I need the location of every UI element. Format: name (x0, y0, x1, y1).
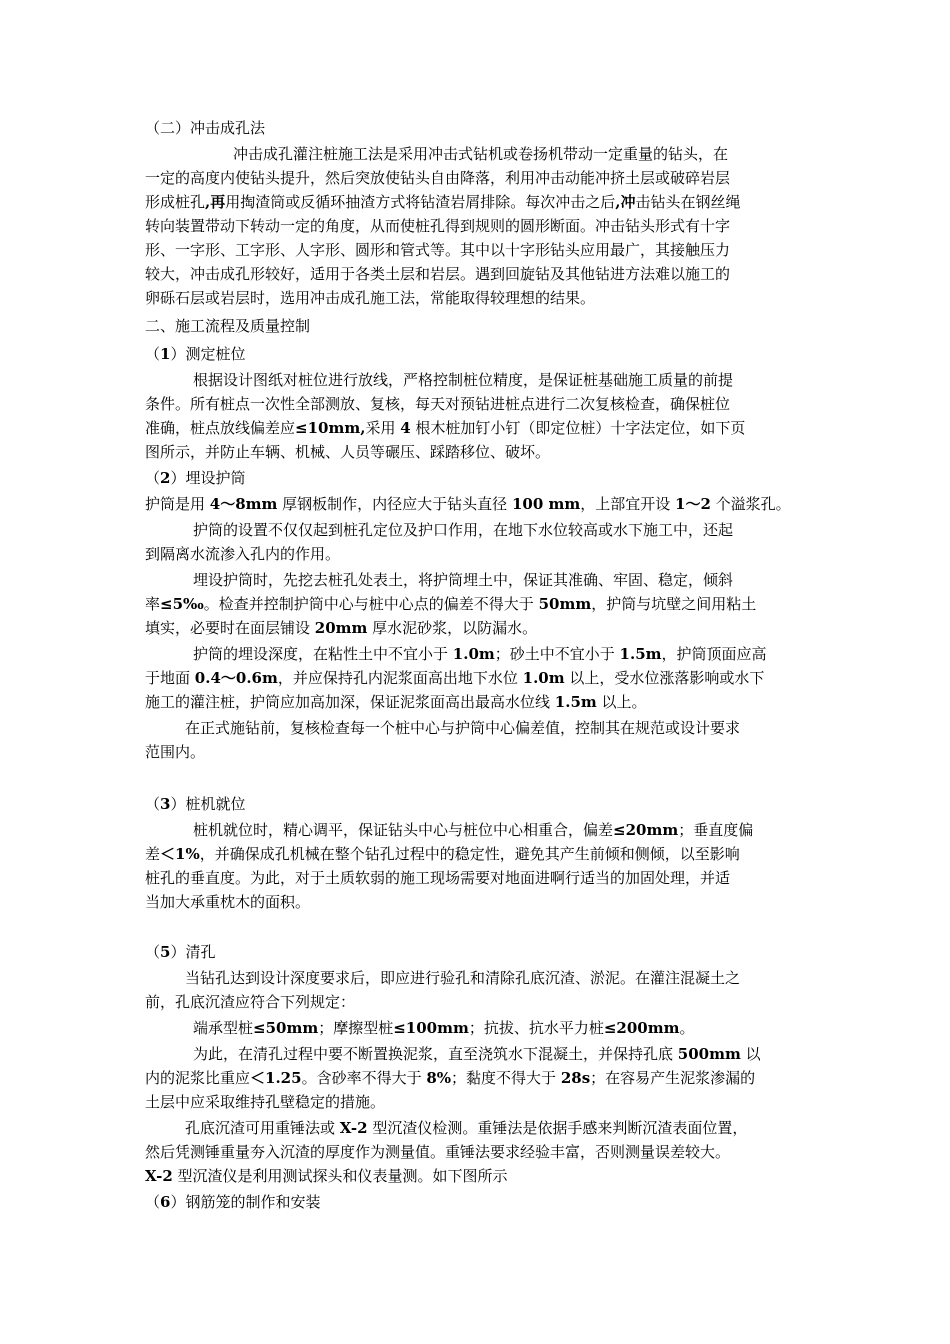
bold-run: 1.0m (522, 669, 565, 687)
text-line (145, 966, 810, 990)
text-run: ；垂直度偏 (678, 821, 754, 839)
text-run: ）测定桩位 (170, 345, 246, 363)
text-run: ，护筒顶面应高 (661, 645, 767, 663)
text-run: 卵砾石层或岩层时，选用冲击成孔施工法，常能取得较理想的结果。 (145, 289, 596, 307)
text-run: 护筒的设置不仅仅起到桩孔定位及护口作用，在地下水位较高或水下施工中，还起 (193, 521, 734, 539)
bold-run: 8% (426, 1069, 452, 1087)
bold-run: 100 mm (511, 495, 581, 513)
text-run: ）桩机就位 (170, 795, 246, 813)
text-run: 到隔离水流渗入孔内的作用。 (145, 545, 341, 563)
text-run: 以上。 (596, 693, 647, 711)
text-run: 端承型桩 (193, 1019, 254, 1037)
bold-run: 3 (160, 795, 171, 813)
bold-run: 6 (160, 1193, 171, 1211)
text-run: ；黏度不得大于 (451, 1069, 561, 1087)
text-line (145, 866, 810, 890)
text-line (145, 1016, 810, 1040)
text-run: 为此，在清孔过程中要不断置换泥浆，直至浇筑水下混凝土，并保持孔底 (193, 1045, 678, 1063)
text-line (145, 1066, 810, 1090)
text-run: 根木桩加钉小钉（即定位桩）十字法定位，如下页 (410, 419, 746, 437)
text-run: （二）冲击成孔法 (145, 119, 266, 137)
bold-run: 1.0m (452, 645, 495, 663)
text-run: 。含砂率不得大于 (301, 1069, 427, 1087)
text-run: 以 (740, 1045, 761, 1063)
text-line (145, 1164, 810, 1188)
text-run: 个溢浆孔。 (710, 495, 791, 513)
text-line (145, 792, 810, 816)
bold-run: 20mm (314, 619, 368, 637)
text-run: 条件。所有桩点一次性全部测放、复核，每天对预钻进桩点进行二次复核检查，确保桩位 (145, 395, 731, 413)
text-line (145, 1090, 810, 1114)
text-run: 内的泥浆比重应 (145, 1069, 251, 1087)
text-line (145, 1116, 810, 1140)
bold-run: ＜1.25 (250, 1069, 302, 1087)
text-run: （ (145, 795, 161, 813)
bold-run: 28s (560, 1069, 591, 1087)
text-run: ，并应保持孔内泥浆面高出地下水位 (277, 669, 523, 687)
text-line (145, 392, 810, 416)
text-run: 一定的高度内使钻头提升，然后突放使钻头自由降落，利用冲击动能冲挤土层或破碎岩层 (145, 169, 731, 187)
text-line (145, 142, 810, 166)
text-run: 冲击成孔灌注桩施工法是采用冲击式钻机或卷扬机带动一定重量的钻头，在 (233, 145, 729, 163)
text-run: ；砂土中不宜小于 (494, 645, 620, 663)
text-run: ；抗拔、抗水平力桩 (468, 1019, 604, 1037)
text-line (145, 518, 810, 542)
text-line (145, 666, 810, 690)
text-run: 采用 (365, 419, 401, 437)
text-line (145, 616, 810, 640)
text-line (145, 568, 810, 592)
text-run: 形、一字形、工字形、人字形、圆形和管式等。其中以十字形钻头应用最广，其接触压力 (145, 241, 731, 259)
text-line (145, 542, 810, 566)
text-run: 较大，冲击成孔形较好，适用于各类土层和岩层。遇到回旋钻及其他钻进方法难以施工的 (145, 265, 731, 283)
bold-run: ≤50mm (253, 1019, 319, 1037)
text-run: ；在容易产生泥浆渗漏的 (590, 1069, 756, 1087)
text-line (145, 314, 810, 338)
bold-run: ≤10mm, (295, 419, 366, 437)
text-run: 差 (145, 845, 161, 863)
text-run: 在正式施钻前，复核检查每一个桩中心与护筒中心偏差值，控制其在规范或设计要求 (185, 719, 741, 737)
text-run: 土层中应采取维持孔壁稳定的措施。 (145, 1093, 386, 1111)
bold-run: 4～8mm (209, 495, 278, 513)
text-run: 填实，必要时在面层铺设 (145, 619, 315, 637)
text-run: 用掏渣筒或反循环抽渣方式将钻渣岩屑排除。每次冲击之后 (225, 193, 616, 211)
text-run: 型沉渣仪检测。重锤法是依据手感来判断沉渣表面位置， (367, 1119, 748, 1137)
text-run: 当钻孔达到设计深度要求后，即应进行验孔和清除孔底沉渣、淤泥。在灌注混凝土之 (185, 969, 741, 987)
bold-run: 1 (160, 345, 171, 363)
bold-run: ,冲 (615, 193, 636, 211)
text-run: 护筒的埋设深度，在粘性土中不宜小于 (193, 645, 453, 663)
text-line (145, 990, 810, 1014)
text-run: ）清孔 (170, 943, 216, 961)
text-run: 当加大承重枕木的面积。 (145, 893, 311, 911)
text-line (145, 1042, 810, 1066)
text-run: 于地面 (145, 669, 195, 687)
bold-run: ≤100mm (393, 1019, 469, 1037)
text-run: 准确，桩点放线偏差应 (145, 419, 296, 437)
text-line (145, 1140, 810, 1164)
text-run: 二、施工流程及质量控制 (145, 317, 311, 335)
text-run: 击钻头在钢丝绳 (635, 193, 741, 211)
text-line (145, 890, 810, 914)
text-line (145, 492, 810, 516)
text-run: 形成桩孔 (145, 193, 206, 211)
bold-run: ＜1% (160, 845, 200, 863)
text-line (145, 940, 810, 964)
text-line (145, 166, 810, 190)
text-run: 根据设计图纸对桩位进行放线，严格控制桩位精度，是保证桩基础施工质量的前提 (193, 371, 734, 389)
text-line (145, 416, 810, 440)
text-line (145, 842, 810, 866)
text-run: 图所示，并防止车辆、机械、人员等碾压、踩踏移位、破坏。 (145, 443, 551, 461)
text-line (145, 238, 810, 262)
bold-run: X-2 (145, 1167, 173, 1185)
text-line (145, 342, 810, 366)
text-run: （ (145, 345, 161, 363)
bold-run: 50mm (538, 595, 592, 613)
text-run: 施工的灌注桩，护筒应加高加深，保证泥浆面高出最高水位线 (145, 693, 555, 711)
text-line (145, 1190, 810, 1214)
text-run: ，护筒与坑壁之间用粘土 (591, 595, 757, 613)
text-line (145, 116, 810, 140)
bold-run: 1.5m (619, 645, 662, 663)
bold-run: ≤5‰ (160, 595, 204, 613)
text-line (145, 368, 810, 392)
text-run: 。检查并控制护筒中心与桩中心点的偏差不得大于 (203, 595, 539, 613)
text-run: （ (145, 1193, 161, 1211)
bold-run: 2 (160, 469, 171, 487)
text-line (145, 262, 810, 286)
text-line (145, 818, 810, 842)
text-run: 厚水泥砂浆，以防漏水。 (367, 619, 538, 637)
text-line (145, 716, 810, 740)
bold-run: 500mm (677, 1045, 741, 1063)
text-run: 。 (679, 1019, 695, 1037)
text-line (145, 286, 810, 310)
text-run: 护筒是用 (145, 495, 210, 513)
bold-run: 4 (400, 419, 411, 437)
bold-run: ≤20mm (613, 821, 679, 839)
text-run: 以上，受水位涨落影响或水下 (564, 669, 765, 687)
text-line (145, 592, 810, 616)
bold-run: 5 (160, 943, 171, 961)
bold-run: ,再 (205, 193, 226, 211)
text-run: ，上部宜开设 (580, 495, 676, 513)
text-run: 率 (145, 595, 161, 613)
text-line (145, 190, 810, 214)
text-line (145, 642, 810, 666)
text-run: 然后凭测锤重量夯入沉渣的厚度作为测量值。重锤法要求经验丰富，否则测量误差较大。 (145, 1143, 731, 1161)
text-line (145, 214, 810, 238)
bold-run: X-2 (339, 1119, 368, 1137)
text-run: ）埋设护筒 (170, 469, 246, 487)
bold-run: 0.4～0.6m (194, 669, 278, 687)
bold-run: 1～2 (675, 495, 711, 513)
text-run: 厚钢板制作，内径应大于钻头直径 (277, 495, 512, 513)
text-line (145, 740, 810, 764)
text-run: （ (145, 943, 161, 961)
text-run: 范围内。 (145, 743, 206, 761)
bold-run: ≤200mm (603, 1019, 680, 1037)
text-run: 桩机就位时，精心调平，保证钻头中心与桩位中心相重合，偏差 (193, 821, 614, 839)
text-run: （ (145, 469, 161, 487)
text-run: 前，孔底沉渣应符合下列规定： (145, 993, 356, 1011)
text-run: ，并确保成孔机械在整个钻孔过程中的稳定性，避免其产生前倾和侧倾，以至影响 (199, 845, 740, 863)
text-run: 型沉渣仪是利用测试探头和仪表量测。如下图所示 (172, 1167, 508, 1185)
text-run: 孔底沉渣可用重锤法或 (185, 1119, 340, 1137)
bold-run: 1.5m (554, 693, 597, 711)
text-run: 转向装置带动下转动一定的角度，从而使桩孔得到规则的圆形断面。冲击钻头形式有十字 (145, 217, 731, 235)
text-line (145, 440, 810, 464)
text-run: 埋设护筒时，先挖去桩孔处表土，将护筒埋土中，保证其准确、牢固、稳定，倾斜 (193, 571, 734, 589)
text-run: 桩孔的垂直度。为此，对于土质软弱的施工现场需要对地面进啊行适当的加固处理，并适 (145, 869, 731, 887)
text-run: ；摩擦型桩 (318, 1019, 394, 1037)
text-line (145, 690, 810, 714)
text-run: ）钢筋笼的制作和安装 (170, 1193, 321, 1211)
text-line (145, 466, 810, 490)
